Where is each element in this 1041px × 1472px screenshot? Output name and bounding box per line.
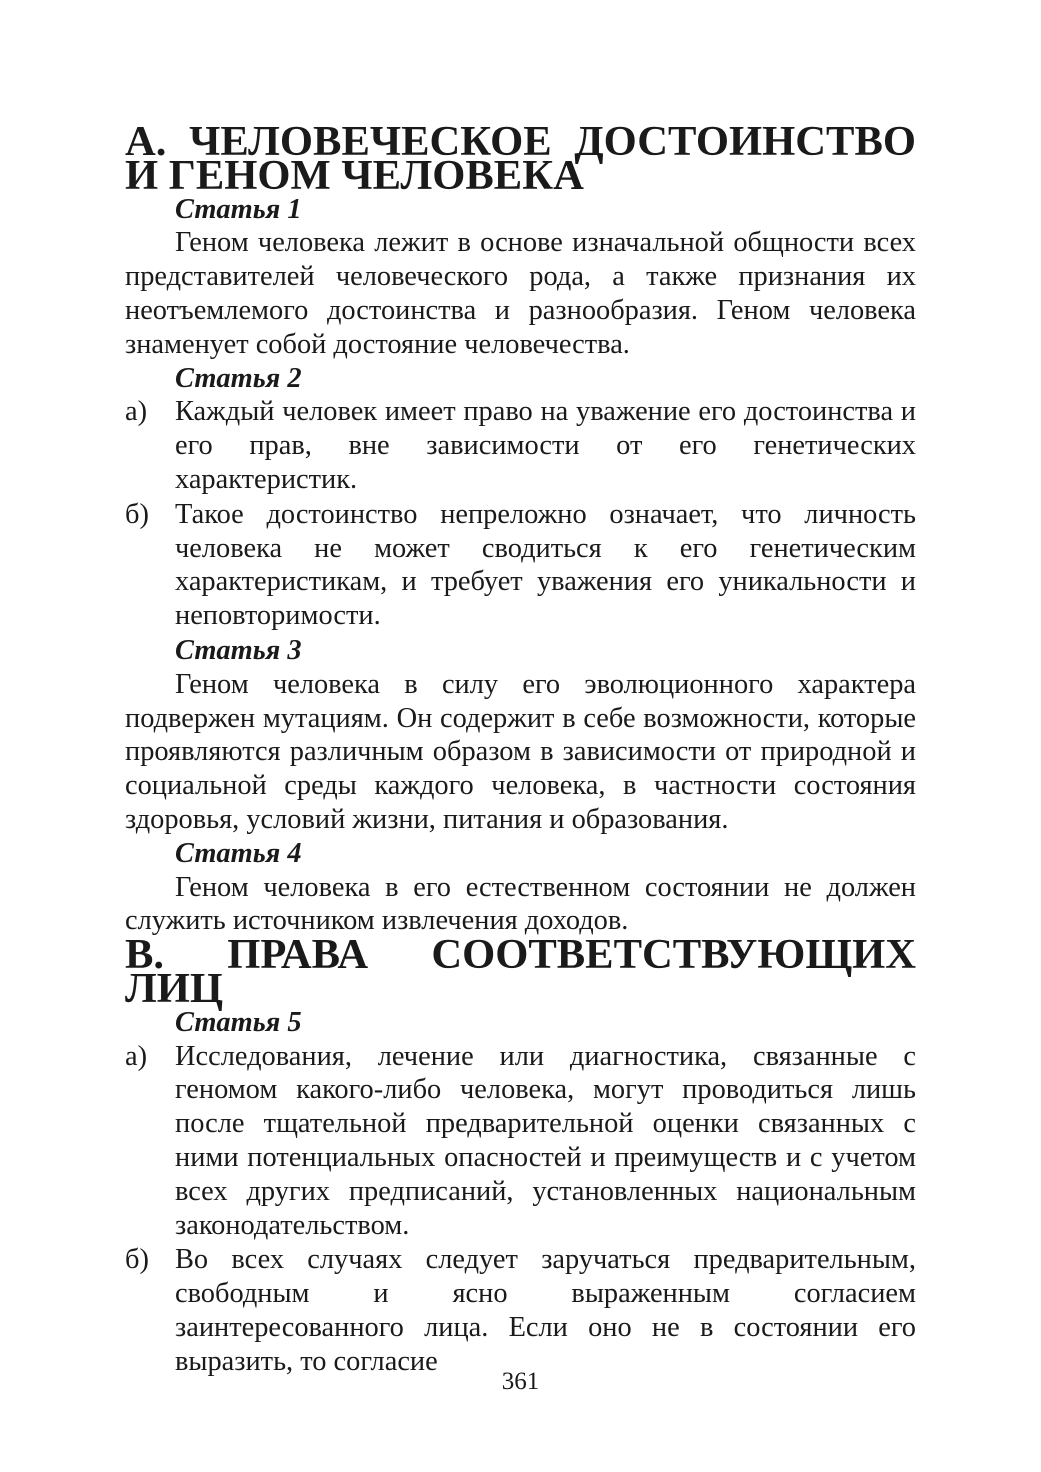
list-item-text: Каждый человек имеет право на уважение его достоинства и его прав, вне зависимости от его генетических характеристик. [175, 396, 916, 495]
section-title-b: В. ПРАВА СООТВЕТСТВУЮЩИХ ЛИЦ [125, 931, 916, 1012]
article-title-4: Статья 4 [175, 837, 302, 869]
list-item [125, 1040, 916, 1243]
article-3-text: Геном человека в силу его эволюционного характера подвержен мутациям. Он содержит в себе возможности, которые проявляются различным образом в зависимости от природной и социальной среды каждого человека, в частности состояния здоровья, условий жизни, питания и образования. [125, 668, 916, 835]
article-1-text: Геном человека лежит в основе изначальной общности всех представителей человеческого рода, а также признания их неотъемлемого достоинства и разнообразия. Геном человека знаменует собой достояние человечества. [125, 227, 916, 360]
article-title-2: Статья 2 [175, 362, 302, 394]
section-title-a: А. ЧЕЛОВЕЧЕСКОЕ ДОСТОИНСТВО И ГЕНОМ ЧЕЛОВЕКА [125, 118, 916, 199]
page-number: 361 [501, 1368, 540, 1395]
list-marker: б) [125, 1244, 149, 1276]
article-4-text: Геном человека в его естественном состоянии не должен служить источником извлечения доходов. [125, 871, 916, 937]
list-marker: а) [125, 396, 148, 428]
list-item [125, 1243, 916, 1378]
list-marker: б) [125, 498, 149, 530]
list-item [125, 498, 916, 633]
page-content [125, 118, 916, 1379]
list-item-text: Во всех случаях следует заручаться предварительным, свободным и ясно выраженным согласием заинтересованного лица. Если оно не в состоянии его выразить, то согласие [175, 1244, 916, 1377]
article-title-3: Статья 3 [175, 634, 302, 666]
list-item [125, 395, 916, 496]
list-marker: а) [125, 1040, 148, 1072]
article-title-5: Статья 5 [175, 1006, 302, 1038]
article-title-1: Статья 1 [175, 193, 302, 225]
list-item-text: Такое достоинство непреложно означает, что личность человека не может сводиться к его генетическим характеристикам, и требует уважения его уникальности и неповторимости. [175, 498, 916, 632]
list-item-text: Исследования, лечение или диагностика, связанные с геномом какого-либо человека, могут проводиться лишь после тщательной предварительной оценки связанных с ними потенциальных опасностей и преимуществ и с учетом всех других предписаний, установленных национальным законодательством. [175, 1040, 916, 1241]
